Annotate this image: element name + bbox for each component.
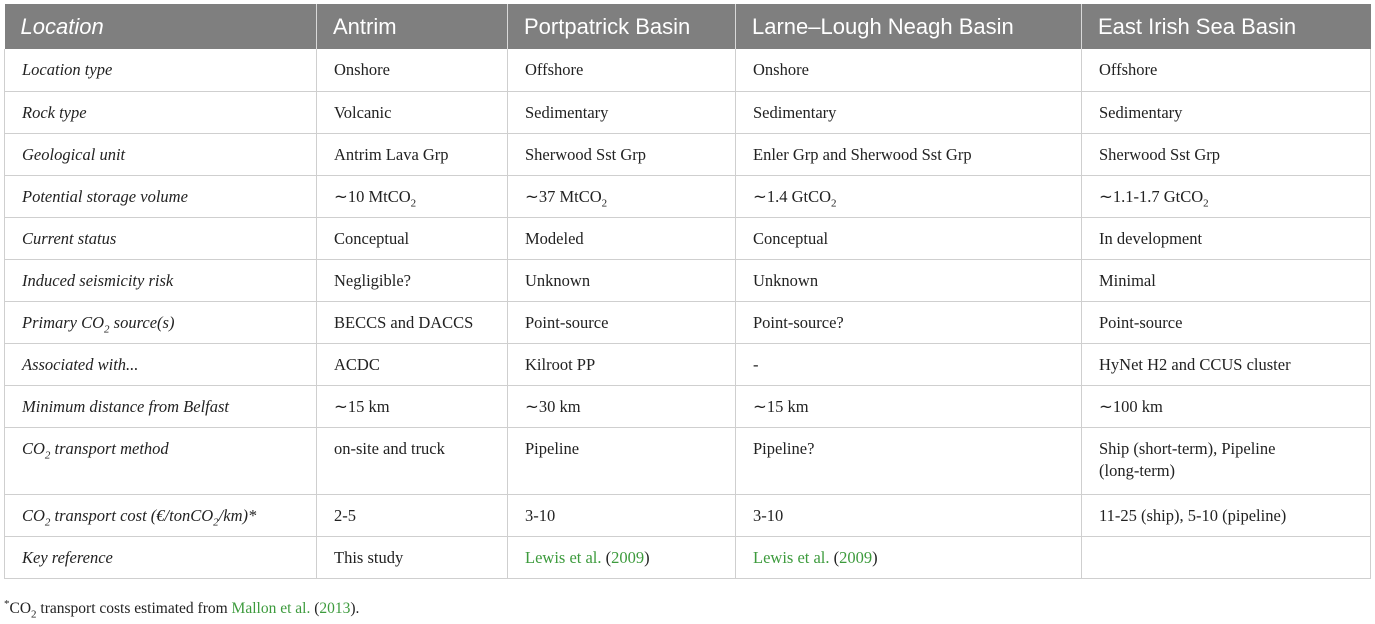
label-text: CO (22, 505, 45, 525)
cell-east-irish-sea: Point-source (1082, 301, 1371, 343)
header-larne: Larne–Lough Neagh Basin (736, 4, 1082, 49)
reference-link[interactable]: Lewis et al. (525, 547, 602, 567)
cell-portpatrick: Modeled (508, 217, 736, 259)
label-text: /km)* (218, 505, 257, 525)
cell-larne: Unknown (736, 259, 1082, 301)
cell-larne: Conceptual (736, 217, 1082, 259)
table-row (5, 536, 1371, 578)
table-row (5, 427, 1371, 494)
cell-antrim: Antrim Lava Grp (317, 133, 508, 175)
value-text: ∼10 MtCO (334, 186, 411, 206)
cell-antrim: This study (317, 536, 508, 578)
cell-antrim: 2-5 (317, 494, 508, 536)
subscript: 2 (213, 515, 219, 528)
cell-portpatrick: Sedimentary (508, 91, 736, 133)
subscript: 2 (831, 196, 837, 209)
cell-east-irish-sea (1082, 427, 1371, 494)
reference-year-link[interactable]: 2009 (839, 547, 873, 567)
row-label: Potential storage volume (5, 175, 317, 217)
value-text: ∼37 MtCO (525, 186, 602, 206)
cell-larne: 3-10 (736, 494, 1082, 536)
row-label: Current status (5, 217, 317, 259)
table-row (5, 49, 1371, 91)
footnote-text: CO (9, 600, 32, 618)
value-line: (long-term) (1099, 460, 1176, 480)
cell-east-irish-sea: ∼100 km (1082, 385, 1371, 427)
cell-east-irish-sea: Sherwood Sst Grp (1082, 133, 1371, 175)
table-row (5, 133, 1371, 175)
value-text: ∼1.1-1.7 GtCO (1099, 186, 1204, 206)
cell-larne: Pipeline? (736, 427, 1082, 494)
subscript: 2 (1203, 196, 1209, 209)
row-label (5, 427, 317, 494)
header-location: Location (5, 4, 317, 49)
cell-antrim: Onshore (317, 49, 508, 91)
cell-east-irish-sea: HyNet H2 and CCUS cluster (1082, 343, 1371, 385)
cell-portpatrick: Lewis et al. (2009) (508, 536, 736, 578)
cell-east-irish-sea: Offshore (1082, 49, 1371, 91)
row-label: Geological unit (5, 133, 317, 175)
cell-antrim (317, 175, 508, 217)
table-row (5, 91, 1371, 133)
cell-east-irish-sea: Minimal (1082, 259, 1371, 301)
table-row (5, 385, 1371, 427)
row-label (5, 301, 317, 343)
label-text: transport method (50, 438, 169, 458)
row-label: Key reference (5, 536, 317, 578)
cell-east-irish-sea: 11-25 (ship), 5-10 (pipeline) (1082, 494, 1371, 536)
subscript: 2 (44, 448, 51, 461)
value-line: Ship (short-term), Pipeline (1099, 438, 1276, 458)
reference-link[interactable]: Lewis et al. (753, 547, 830, 567)
footnote-mark: * (4, 598, 10, 610)
header-row (5, 4, 1371, 49)
storage-sites-table (4, 4, 1371, 579)
cell-portpatrick: Pipeline (508, 427, 736, 494)
subscript: 2 (31, 608, 37, 621)
table-row (5, 494, 1371, 536)
footnote-end: . (355, 600, 360, 618)
row-label: Associated with... (5, 343, 317, 385)
header-antrim: Antrim (317, 4, 508, 49)
table-row (5, 301, 1371, 343)
table-row (5, 175, 1371, 217)
label-text: source(s) (109, 312, 175, 332)
row-label: Location type (5, 49, 317, 91)
cell-larne (736, 175, 1082, 217)
cell-east-irish-sea (1082, 175, 1371, 217)
cell-antrim: Volcanic (317, 91, 508, 133)
footnote-year-link[interactable]: 2013 (319, 600, 351, 618)
cell-larne: Sedimentary (736, 91, 1082, 133)
cell-antrim: Conceptual (317, 217, 508, 259)
cell-portpatrick: Offshore (508, 49, 736, 91)
value-text: ∼1.4 GtCO (753, 186, 831, 206)
cell-larne: Onshore (736, 49, 1082, 91)
cell-portpatrick: Kilroot PP (508, 343, 736, 385)
label-text: Primary CO (22, 312, 105, 332)
cell-larne: - (736, 343, 1082, 385)
cell-antrim: BECCS and DACCS (317, 301, 508, 343)
cell-antrim: ∼15 km (317, 385, 508, 427)
cell-larne: Point-source? (736, 301, 1082, 343)
label-text: CO (22, 438, 45, 458)
cell-antrim: ACDC (317, 343, 508, 385)
subscript: 2 (44, 515, 51, 528)
cell-portpatrick: 3-10 (508, 494, 736, 536)
subscript: 2 (410, 196, 417, 209)
table-row (5, 259, 1371, 301)
row-label: Rock type (5, 91, 317, 133)
table-row (5, 217, 1371, 259)
header-east-irish-sea: East Irish Sea Basin (1082, 4, 1371, 49)
cell-east-irish-sea: Sedimentary (1082, 91, 1371, 133)
table-row (5, 343, 1371, 385)
cell-larne: ∼15 km (736, 385, 1082, 427)
label-text: transport cost (€/tonCO (50, 505, 214, 525)
data-table-container (4, 4, 1370, 579)
cell-portpatrick: Point-source (508, 301, 736, 343)
subscript: 2 (104, 322, 110, 335)
cell-larne: Lewis et al. (2009) (736, 536, 1082, 578)
cell-antrim: on-site and truck (317, 427, 508, 494)
footnote-reference-link[interactable]: Mallon et al. (231, 600, 311, 618)
reference-year-link[interactable]: 2009 (611, 547, 645, 567)
row-label: Minimum distance from Belfast (5, 385, 317, 427)
cell-portpatrick: Sherwood Sst Grp (508, 133, 736, 175)
row-label: Induced seismicity risk (5, 259, 317, 301)
footnote-text: transport costs estimated from (36, 600, 232, 618)
row-label (5, 494, 317, 536)
subscript: 2 (601, 196, 608, 209)
cell-larne: Enler Grp and Sherwood Sst Grp (736, 133, 1082, 175)
cell-east-irish-sea: In development (1082, 217, 1371, 259)
cell-antrim: Negligible? (317, 259, 508, 301)
cell-portpatrick: Unknown (508, 259, 736, 301)
header-portpatrick: Portpatrick Basin (508, 4, 736, 49)
cell-portpatrick: ∼30 km (508, 385, 736, 427)
cell-east-irish-sea (1082, 536, 1371, 578)
table-footnote: $^*CO_2$ transport costs estimated from Mallon et al. (2013). (4, 598, 360, 621)
cell-portpatrick (508, 175, 736, 217)
